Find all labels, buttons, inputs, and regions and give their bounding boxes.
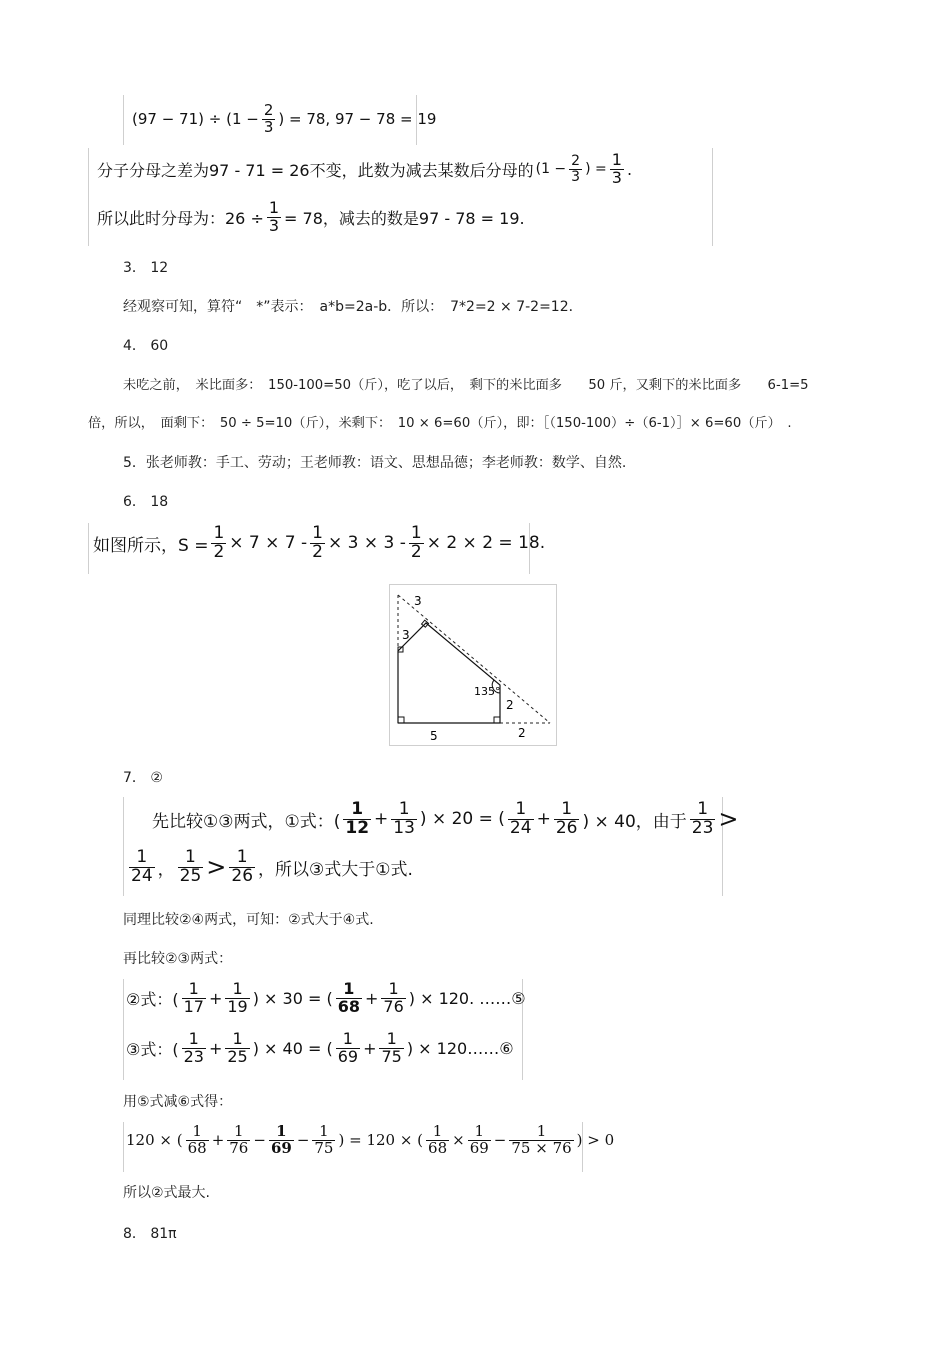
answer-7-text-1: 同理比较②④两式，可知：②式大于④式.	[123, 912, 374, 928]
answer-8-heading: 8． 81π	[123, 1226, 177, 1242]
equation-text: 分子分母之差为97 - 71 = 26不变，此数为减去某数后分母的	[97, 160, 534, 180]
equation-text: = 78，减去的数是97 - 78 = 19.	[284, 208, 525, 228]
answer-4-line2: 倍，所以， 面剩下： 50 ÷ 5=10（斤），米剩下： 10 × 6=60（斤），即：［（150-100）÷（6-1）］× 6=60（斤） .	[88, 416, 792, 431]
answer-7-conclusion: 所以②式最大.	[123, 1185, 211, 1201]
label-3-left: 3	[402, 628, 410, 642]
plus-sign: +	[208, 988, 223, 1008]
answer-7-text-3: 用⑤式减⑥式得：	[123, 1094, 233, 1110]
equation-text: ) =	[585, 161, 607, 178]
right-angle-marker	[398, 717, 404, 723]
equation-text: ) × 30 = (	[252, 988, 333, 1008]
fraction: $\frac{1}{3}$	[611, 150, 622, 187]
fraction: $\frac{1}{2}$	[410, 523, 422, 562]
greater-than-sign: >	[206, 853, 227, 882]
geometry-diagram	[390, 585, 556, 745]
fraction: $\frac{2}{3}$	[571, 153, 581, 185]
fraction: $\frac{1}{23}$	[183, 1029, 204, 1066]
equation-line	[132, 103, 436, 136]
plus-sign: +	[208, 1038, 223, 1058]
equation-line	[126, 981, 526, 1016]
equation-line	[126, 1124, 614, 1157]
fraction: $\frac{1}{25}$	[227, 1029, 248, 1066]
equation-box-2	[88, 148, 713, 246]
times-sign: ×	[452, 1131, 465, 1150]
plus-sign: +	[364, 988, 379, 1008]
fraction: $\frac{1}{69}$	[337, 1029, 359, 1066]
plus-sign: +	[363, 1038, 377, 1058]
fraction: $\frac{1}{76}$	[383, 979, 404, 1016]
fraction: $\frac{1}{75}$	[314, 1122, 334, 1157]
equation-text: × 7 × 7 -	[229, 533, 308, 554]
equation-line	[97, 200, 525, 235]
plus-sign: +	[211, 1131, 225, 1150]
answer-3-text: 经观察可知，算符“ *”表示： a*b=2a-b．所以： 7*2=2 × 7-2=12．	[123, 299, 583, 315]
equation-text: ) × 40，由于	[582, 811, 687, 832]
plus-sign: +	[536, 809, 551, 830]
answer-4-line1: 未吃之前， 米比面多： 150-100=50（斤），吃了以后， 剩下的米比面多 50 斤，又剩下的米比面多 6-1=5	[123, 378, 809, 393]
label-2-bottom: 2	[518, 726, 526, 740]
equation-line	[126, 849, 413, 886]
fraction: $\frac{1}{24}$	[131, 847, 153, 886]
equation-box-7a	[123, 797, 739, 896]
equation-box-7b	[123, 979, 526, 1080]
equation-text: ，所以③式大于①式.	[258, 859, 413, 880]
fraction: $\frac{1}{17}$	[183, 979, 204, 1016]
fraction: $\frac{1}{76}$	[229, 1122, 249, 1157]
minus-sign: −	[493, 1131, 507, 1150]
answer-7-heading: 7． ②	[123, 770, 163, 786]
fraction: $\frac{1}{68}$	[428, 1122, 448, 1157]
answer-6-heading: 6． 18	[123, 494, 169, 510]
equation-text: ) × 120. ……⑤	[408, 988, 526, 1008]
fraction: $\frac{1}{19}$	[227, 979, 248, 1016]
fraction: $\frac{1}{26}$	[555, 799, 578, 838]
equation-text: 所以此时分母为：26 ÷	[97, 208, 264, 228]
label-5: 5	[430, 729, 438, 743]
label-3-top: 3	[414, 594, 422, 608]
geometry-figure	[389, 584, 557, 746]
equation-text: ，	[157, 859, 175, 880]
equation-line	[97, 152, 632, 187]
fraction: $\frac{1}{23}$	[691, 799, 714, 838]
equation-text: ③式：(	[126, 1039, 179, 1059]
fraction: $\frac{1}{69}$	[270, 1122, 292, 1157]
equation-line	[152, 801, 739, 838]
equation-text: ) > 0	[576, 1131, 615, 1150]
equation-text: 如图所示，S =	[93, 535, 209, 556]
fraction: $\frac{2}{3}$	[263, 101, 274, 136]
equation-line	[93, 525, 545, 562]
minus-sign: −	[253, 1131, 266, 1150]
equation-text: ) = 78, 97 − 78 = 19	[278, 110, 437, 129]
fraction: $\frac{1}{13}$	[393, 799, 415, 838]
answer-7-text-2: 再比较②③两式：	[123, 951, 233, 967]
answer-3-heading: 3． 12	[123, 260, 169, 276]
equation-box-6	[88, 523, 546, 574]
plus-sign: +	[374, 809, 389, 830]
equation-text: ) × 120……⑥	[406, 1038, 514, 1058]
equation-text: × 2 × 2 = 18.	[426, 533, 546, 554]
fraction: $\frac{1}{26}$	[231, 847, 254, 886]
equation-text: ) × 40 = (	[252, 1038, 333, 1058]
equation-text: 先比较①③两式，①式：(	[152, 811, 341, 832]
fraction: $\frac{1}{3}$	[268, 198, 280, 235]
fraction: $\frac{1}{24}$	[509, 799, 532, 838]
label-2-right: 2	[506, 698, 514, 712]
fraction: $\frac{1}{12}$	[345, 799, 370, 838]
fraction: $\frac{1}{69}$	[469, 1122, 489, 1157]
answer-5-text: 5．张老师教：手工、劳动；王老师教：语文、思想品德；李老师教：数学、自然.	[123, 455, 627, 471]
fraction: $\frac{1}{25}$	[179, 847, 202, 886]
right-angle-marker	[494, 717, 500, 723]
minus-sign: −	[296, 1131, 310, 1150]
equation-text: 120 × (	[126, 1131, 183, 1150]
equation-text: ) × 20 = (	[419, 809, 505, 830]
fraction: $\frac{1}{2}$	[213, 523, 225, 562]
equation-text: × 3 × 3 -	[327, 533, 406, 554]
dashed-extension-hypotenuse	[398, 595, 550, 723]
fraction: $\frac{1}{68}$	[187, 1122, 207, 1157]
fraction: $\frac{1}{2}$	[312, 523, 323, 562]
equation-text: ②式：(	[126, 989, 179, 1009]
greater-than-sign: >	[718, 805, 739, 834]
label-135-degrees: 135°	[474, 685, 501, 698]
equation-line	[126, 1031, 514, 1066]
answer-4-heading: 4． 60	[123, 338, 169, 354]
equation-text: (1 −	[535, 161, 567, 178]
equation-box-7c	[123, 1122, 615, 1172]
equation-box-1	[123, 95, 437, 145]
equation-text: (97 − 71) ÷ (1 −	[132, 110, 259, 129]
fraction: $\frac{1}{68}$	[337, 979, 360, 1016]
equation-text: ) = 120 × (	[338, 1131, 424, 1150]
equation-text: .	[626, 159, 633, 179]
fraction: $\frac{1}{75}$	[381, 1029, 402, 1066]
fraction: $\frac{1}{75 \times 76}$	[511, 1122, 572, 1157]
